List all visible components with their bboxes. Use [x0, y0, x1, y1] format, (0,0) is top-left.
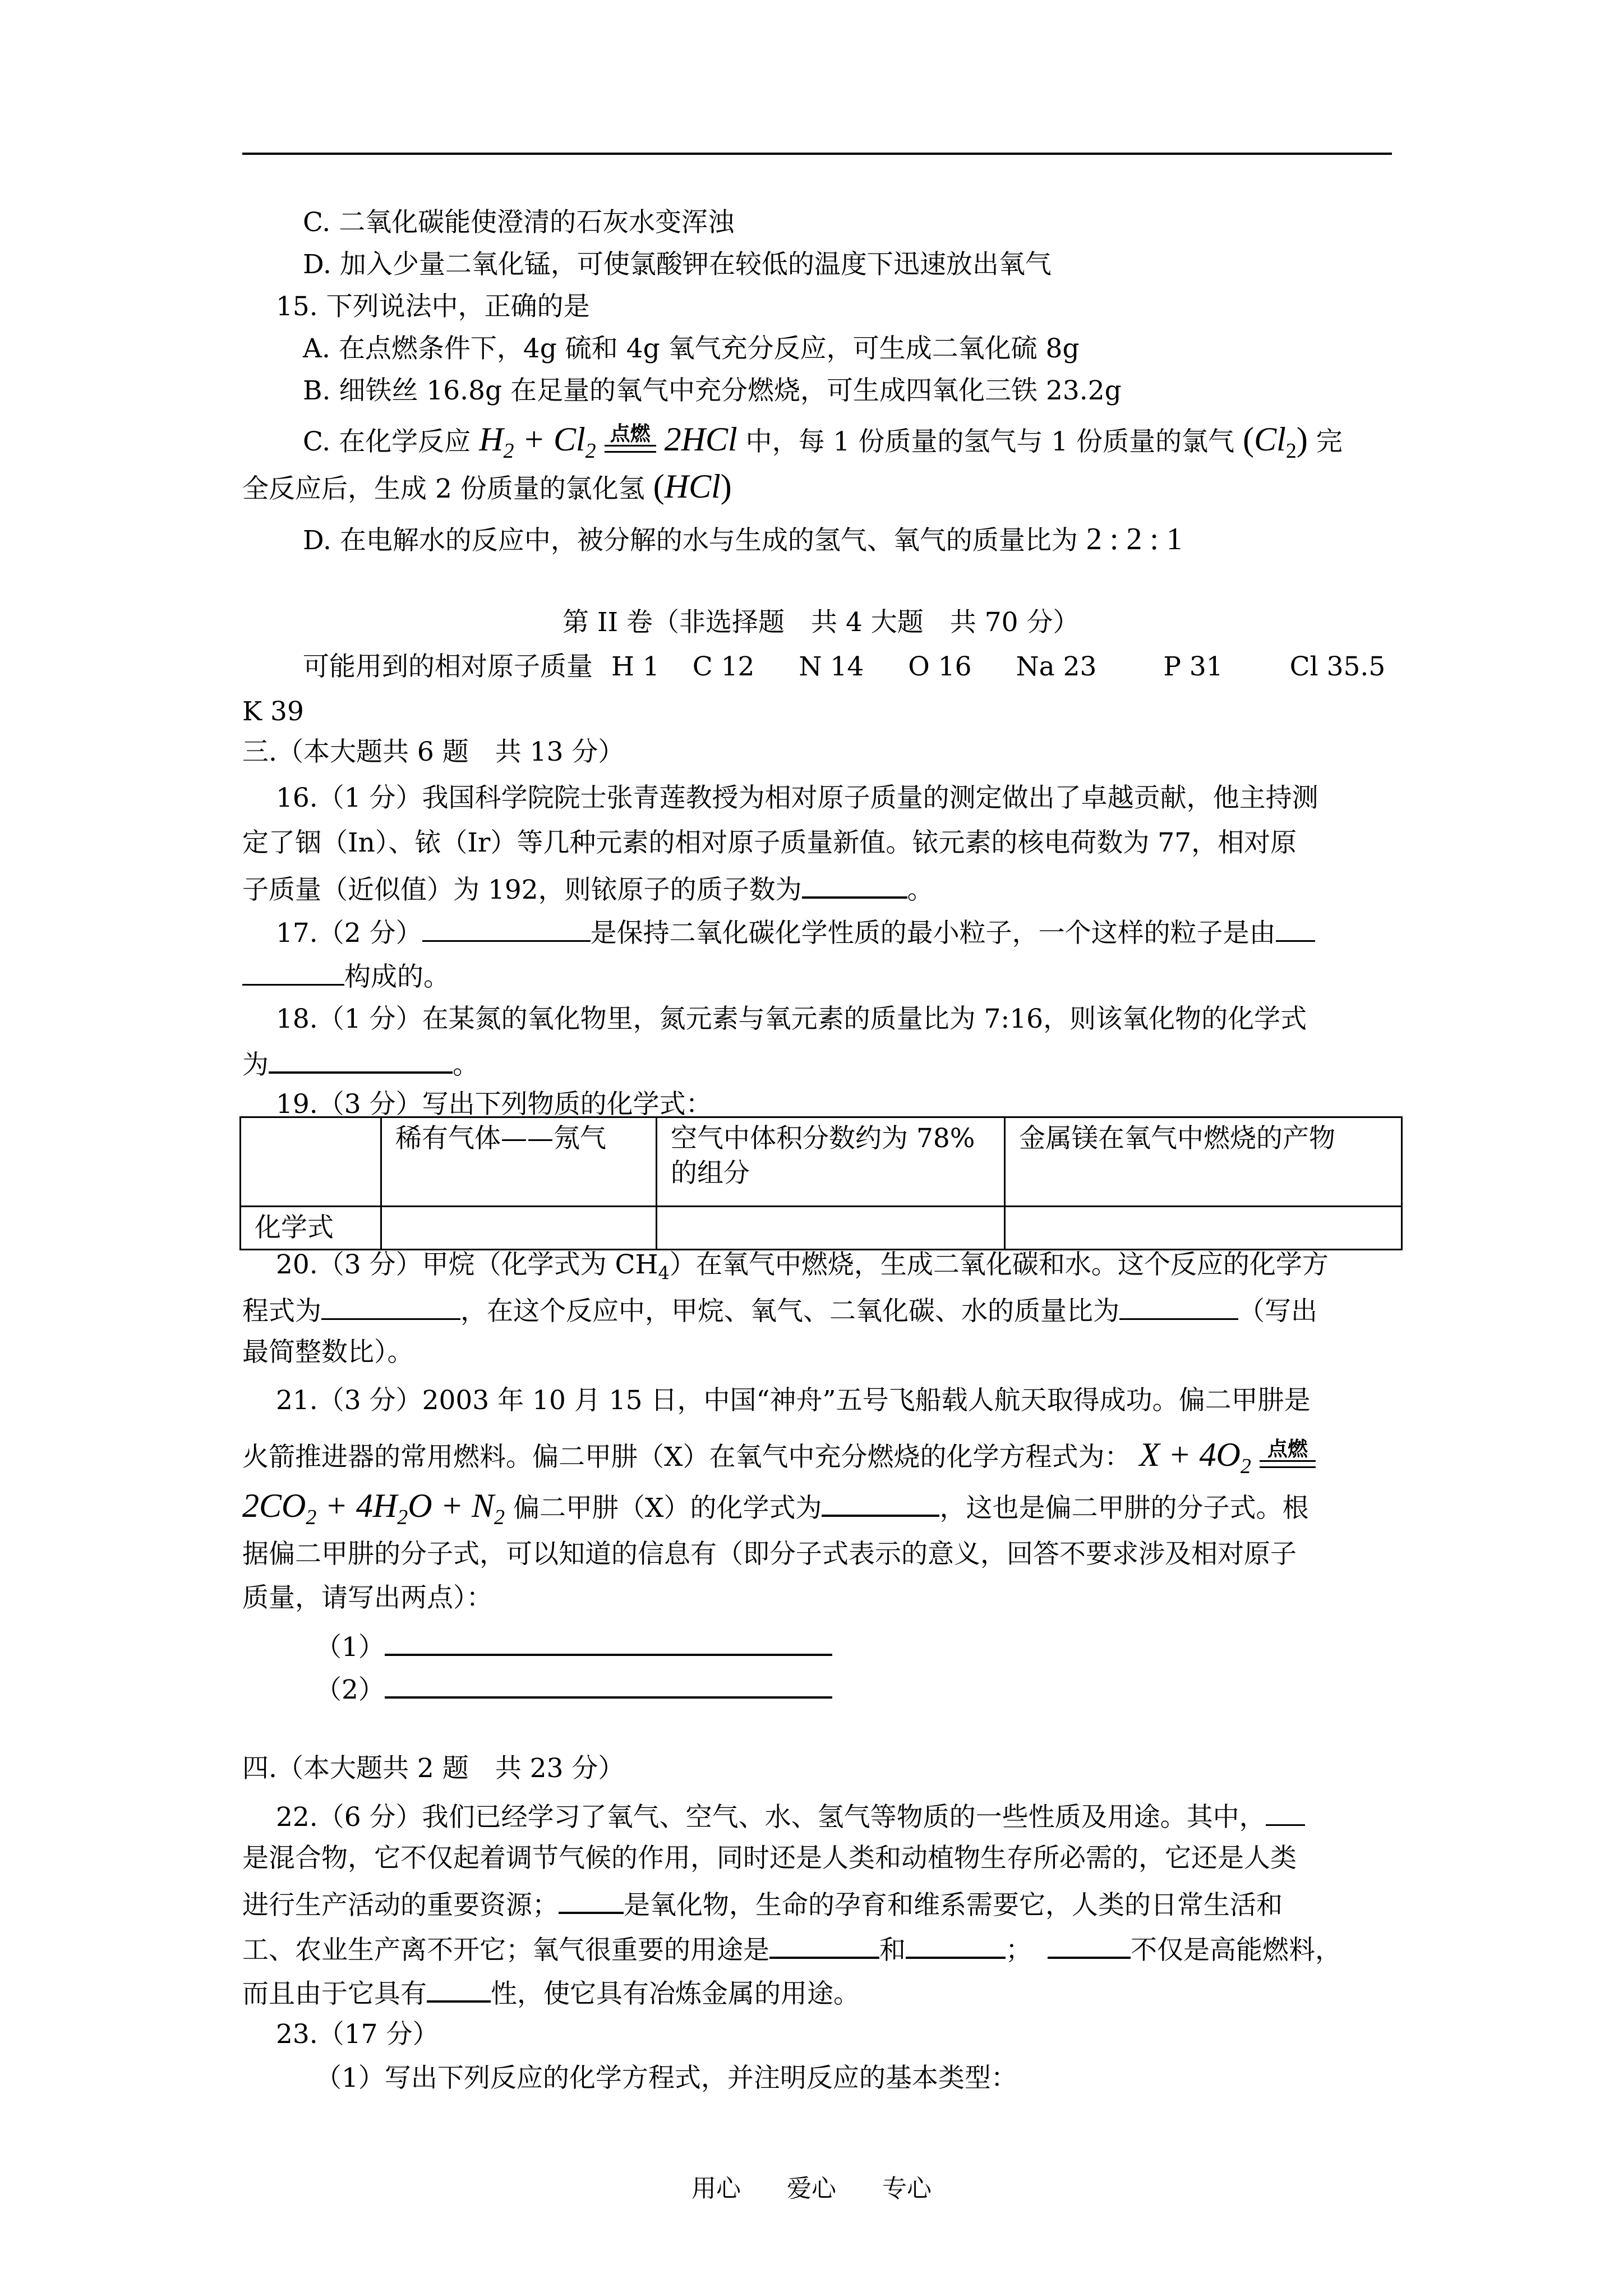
table-header-air-component: 空气中体积分数约为 78%的组分	[657, 1117, 1005, 1207]
table-header-row	[241, 1117, 1402, 1207]
q16-line1: 16.（1 分）我国科学院院士张青莲教授为相对原子质量的测定做出了卓越贡献，他主持测	[276, 783, 1318, 813]
q18-line2	[242, 1045, 479, 1083]
q16-line3	[242, 869, 934, 908]
q16-answer-blank[interactable]	[802, 869, 907, 899]
atomic-mass-line	[303, 650, 1385, 684]
q20-equation-blank[interactable]	[321, 1291, 460, 1320]
q17-line1-text: 是保持二氧化碳化学性质的最小粒子，一个这样的粒子是由	[590, 918, 1276, 949]
q22-line4-and: 和	[879, 1935, 906, 1966]
q18-line2-text: 为	[242, 1050, 269, 1080]
q23-part1: （1）写出下列反应的化学方程式，并注明反应的基本类型：	[315, 2063, 1017, 2093]
q15-c-end: 完	[1316, 426, 1343, 457]
q14-option-d: D. 加入少量二氧化锰，可使氯酸钾在较低的温度下迅速放出氧气	[303, 249, 1052, 280]
q21-line3-end: ，这也是偏二甲肼的分子式。根	[939, 1493, 1309, 1524]
q18-line1: 18.（1 分）在某氮的氧化物里，氮元素与氧元素的质量比为 7:16，则该氧化物的化学式	[276, 1004, 1307, 1034]
q22-line4-semicolon: ；	[1006, 1935, 1032, 1966]
atomic-mass-o: O 16	[908, 651, 972, 682]
q22-line1-text: 22.（6 分）我们已经学习了氧气、空气、水、氢气等物质的一些性质及用途。其中，	[276, 1802, 1266, 1833]
q21-item1-label: （1）	[315, 1632, 385, 1663]
q16-line3-text: 子质量（近似值）为 192，则铱原子的质子数为	[242, 875, 802, 905]
q17-line2	[242, 957, 450, 995]
atomic-mass-h: H 1	[611, 651, 660, 682]
reaction-product-hcl: 2HCl	[664, 421, 737, 458]
q22-line5-text: 而且由于它具有	[242, 1978, 427, 2009]
q22-line2: 是混合物，它不仅起着调节气候的作用，同时还是人类和动植物生存所必需的，它还是人类	[242, 1843, 1297, 1874]
q15-d-text: D. 在电解水的反应中，被分解的水与生成的氢气、氧气的质量比为	[303, 525, 1078, 556]
q19-stem: 19.（3 分）写出下列物质的化学式：	[276, 1089, 712, 1120]
atomic-mass-p: P 31	[1163, 651, 1223, 682]
atomic-mass-n: N 14	[799, 651, 864, 682]
hcl-formula: (HCl)	[653, 468, 732, 505]
atomic-mass-cl: Cl 35.5	[1289, 651, 1386, 682]
q15-d-ratio: 2 : 2 : 1	[1086, 522, 1182, 556]
q15-option-c-line2	[242, 469, 732, 507]
reaction-h2-cl2: $H_2 + Cl_2$	[479, 421, 596, 463]
q22-line3-rest: 是氧化物，生命的孕育和维系需要它，人类的日常生活和	[624, 1890, 1283, 1921]
q18-answer-blank[interactable]	[269, 1045, 453, 1074]
q22-blank-use2[interactable]	[906, 1930, 1006, 1959]
q21-item1	[315, 1627, 832, 1665]
q17-blank-2a[interactable]	[1276, 913, 1315, 942]
atomic-mass-c: C 12	[692, 651, 755, 682]
q22-blank-mixture[interactable]	[1266, 1797, 1305, 1826]
reaction-arrow: 点燃	[605, 424, 656, 453]
q20-line1-text: 20.（3 分）甲烷（化学式为 CH	[276, 1249, 658, 1280]
q22-line4-text: 工、农业生产离不开它；氧气很重要的用途是	[242, 1935, 769, 1966]
q20-line2	[242, 1291, 1317, 1329]
q22-line3-text: 进行生产活动的重要资源；	[242, 1890, 559, 1921]
q20-line2-text: 程式为	[242, 1296, 321, 1327]
q21-formula-blank[interactable]	[822, 1488, 939, 1517]
q14-option-c: C. 二氧化碳能使澄清的石灰水变浑浊	[303, 207, 735, 238]
reaction-products: $2CO_2 + 4H_2O + N_2$	[242, 1487, 505, 1529]
q15-c-line2-text: 全反应后，生成 2 份质量的氯化氢	[242, 473, 645, 504]
q17-line2-text: 构成的。	[344, 961, 450, 992]
q16-line2: 定了铟（In）、铱（Ir）等几种元素的相对原子质量新值。铱元素的核电荷数为 77，相对原	[242, 827, 1297, 858]
reaction-x-o2: $X + 4O_2$	[1139, 1436, 1251, 1478]
q22-blank-fuel[interactable]	[1048, 1930, 1131, 1959]
q17-label: 17.（2 分）	[276, 918, 422, 949]
q15-option-d	[303, 522, 1182, 558]
formula-table	[239, 1116, 1403, 1250]
q22-blank-use1[interactable]	[769, 1930, 879, 1959]
atomic-mass-k: K 39	[242, 696, 304, 727]
footer-word-3: 专心	[882, 2174, 932, 2203]
q21-line3	[242, 1488, 1308, 1535]
table-header-magnesium-product: 金属镁在氧气中燃烧的产物	[1005, 1117, 1402, 1207]
q21-line2-text: 火箭推进器的常用燃料。偏二甲肼（X）在氧气中充分燃烧的化学方程式为：	[242, 1442, 1131, 1473]
methane-subscript: 4	[658, 1262, 670, 1284]
q22-blank-oxide[interactable]	[559, 1885, 624, 1914]
atomic-mass-label: 可能用到的相对原子质量	[303, 651, 593, 682]
part2-title: 第 II 卷（非选择题 共 4 大题 共 70 分）	[562, 607, 1080, 638]
q22-line5	[242, 1973, 860, 2012]
section4-title: 四.（本大题共 2 题 共 23 分）	[242, 1753, 625, 1784]
q17-blank-2b[interactable]	[242, 957, 344, 986]
table-row-label: 化学式	[241, 1207, 381, 1250]
q20-line2-mid: ，在这个反应中，甲烷、氧气、二氧化碳、水的质量比为	[460, 1296, 1119, 1327]
q21-line3-text: 偏二甲肼（X）的化学式为	[513, 1493, 822, 1524]
section3-title: 三.（本大题共 6 题 共 13 分）	[242, 737, 625, 767]
q15-option-c	[303, 422, 1343, 468]
header-rule	[242, 153, 1392, 155]
q20-ratio-blank[interactable]	[1119, 1291, 1238, 1320]
q15-option-b: B. 细铁丝 16.8g 在足量的氧气中充分燃烧，可生成四氧化三铁 23.2g	[303, 375, 1122, 406]
q22-line1	[276, 1797, 1305, 1835]
footer-word-1: 用心	[691, 2174, 741, 2203]
q22-line4-end: 不仅是高能燃料，	[1131, 1935, 1341, 1966]
q21-line4: 据偏二甲肼的分子式，可以知道的信息有（即分子式表示的意义，回答不要求涉及相对原子	[242, 1539, 1297, 1570]
q15-stem: 15. 下列说法中，正确的是	[276, 291, 590, 322]
q21-item1-blank[interactable]	[385, 1627, 832, 1656]
footer-word-2: 爱心	[787, 2174, 836, 2203]
q21-item2	[315, 1669, 832, 1708]
q22-line5-end: 性，使它具有冶炼金属的用途。	[491, 1978, 860, 2009]
q21-item2-blank[interactable]	[385, 1669, 832, 1699]
q22-line3	[242, 1885, 1283, 1923]
q17-blank-1[interactable]	[422, 913, 591, 942]
atomic-mass-na: Na 23	[1016, 651, 1097, 682]
q17-line1	[276, 913, 1315, 951]
table-cell-neon-formula[interactable]	[381, 1207, 657, 1250]
chlorine-formula: $(Cl_2)$	[1243, 421, 1308, 463]
q21-line1: 21.（3 分）2003 年 10 月 15 日，中国“神舟”五号飞船载人航天取得成功。偏二甲肼是	[276, 1385, 1311, 1416]
q21-line5: 质量，请写出两点）：	[242, 1582, 493, 1613]
q22-line4	[242, 1930, 1341, 1968]
q21-item2-label: （2）	[315, 1674, 385, 1705]
q15-c-mid: 中，每 1 份质量的氢气与 1 份质量的氯气	[745, 426, 1235, 457]
table-cell-air-formula[interactable]	[657, 1207, 1005, 1250]
table-corner-cell	[241, 1117, 381, 1207]
q15-option-a: A. 在点燃条件下，4g 硫和 4g 氧气充分反应，可生成二氧化硫 8g	[303, 333, 1080, 364]
table-cell-magnesium-formula[interactable]	[1005, 1207, 1402, 1250]
q22-blank-property[interactable]	[427, 1973, 491, 2003]
q23-stem: 23.（17 分）	[276, 2019, 439, 2050]
q20-line2-end: （写出	[1238, 1296, 1317, 1327]
q18-line2-end: 。	[453, 1050, 479, 1080]
q20-line1-rest: ）在氧气中燃烧，生成二氧化碳和水。这个反应的化学方	[669, 1249, 1329, 1280]
q20-line1	[276, 1248, 1329, 1290]
table-header-neon: 稀有气体——氖气	[381, 1117, 657, 1207]
q15-c-prefix: C. 在化学反应	[303, 426, 471, 457]
q16-line3-end: 。	[907, 875, 934, 905]
table-row	[241, 1207, 1402, 1250]
reaction-arrow-2: 点燃	[1260, 1439, 1316, 1468]
q21-line2	[242, 1437, 1316, 1484]
page-footer	[0, 2168, 1623, 2204]
q20-line3: 最简整数比）。	[242, 1337, 414, 1368]
